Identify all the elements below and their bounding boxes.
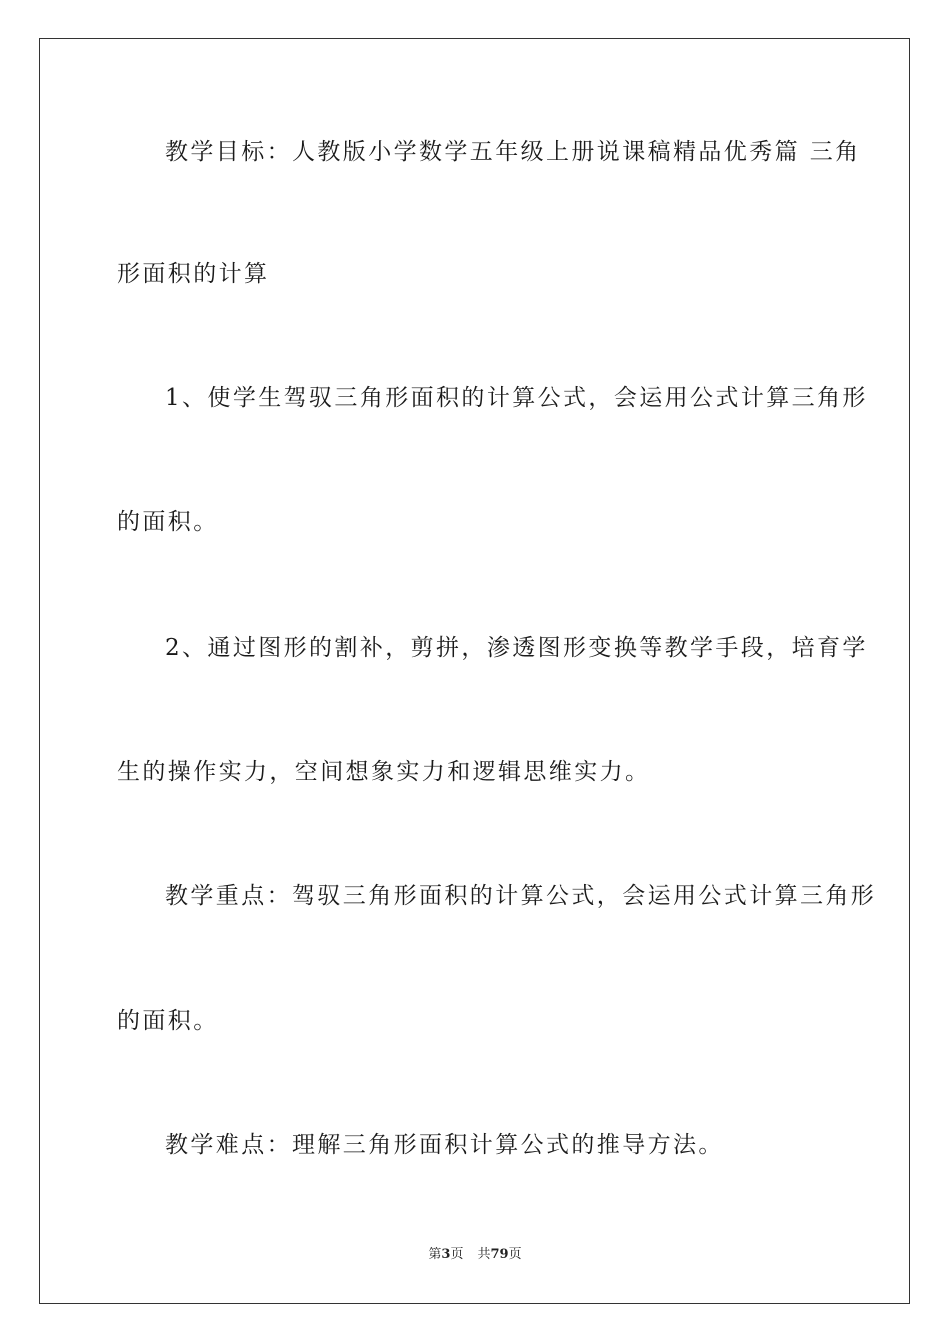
objective-heading-line: 教学目标：人教版小学数学五年级上册说课稿精品优秀篇 三角 <box>165 139 861 165</box>
total-prefix: 共 <box>477 1247 491 1262</box>
objective-item-2-continuation: 生的操作实力，空间想象实力和逻辑思维实力。 <box>117 759 651 785</box>
total-suffix: 页 <box>508 1247 522 1262</box>
key-point-line: 教学重点：驾驭三角形面积的计算公式，会运用公式计算三角形 <box>165 883 877 909</box>
objective-heading-continuation: 形面积的计算 <box>117 261 270 287</box>
page-suffix: 页 <box>450 1247 464 1262</box>
objective-item-1-continuation: 的面积。 <box>117 509 219 535</box>
key-point-continuation: 的面积。 <box>117 1008 219 1034</box>
page-footer <box>0 1246 950 1264</box>
page-border <box>39 38 910 1304</box>
total-pages: 79 <box>490 1247 509 1262</box>
difficulty-line: 教学难点：理解三角形面积计算公式的推导方法。 <box>165 1132 724 1158</box>
page-number: 3 <box>441 1247 451 1262</box>
page-prefix: 第 <box>428 1247 442 1262</box>
objective-item-2-line: 2、通过图形的割补，剪拼，渗透图形变换等教学手段，培育学 <box>165 635 868 661</box>
objective-item-1-line: 1、使学生驾驭三角形面积的计算公式，会运用公式计算三角形 <box>165 385 868 411</box>
